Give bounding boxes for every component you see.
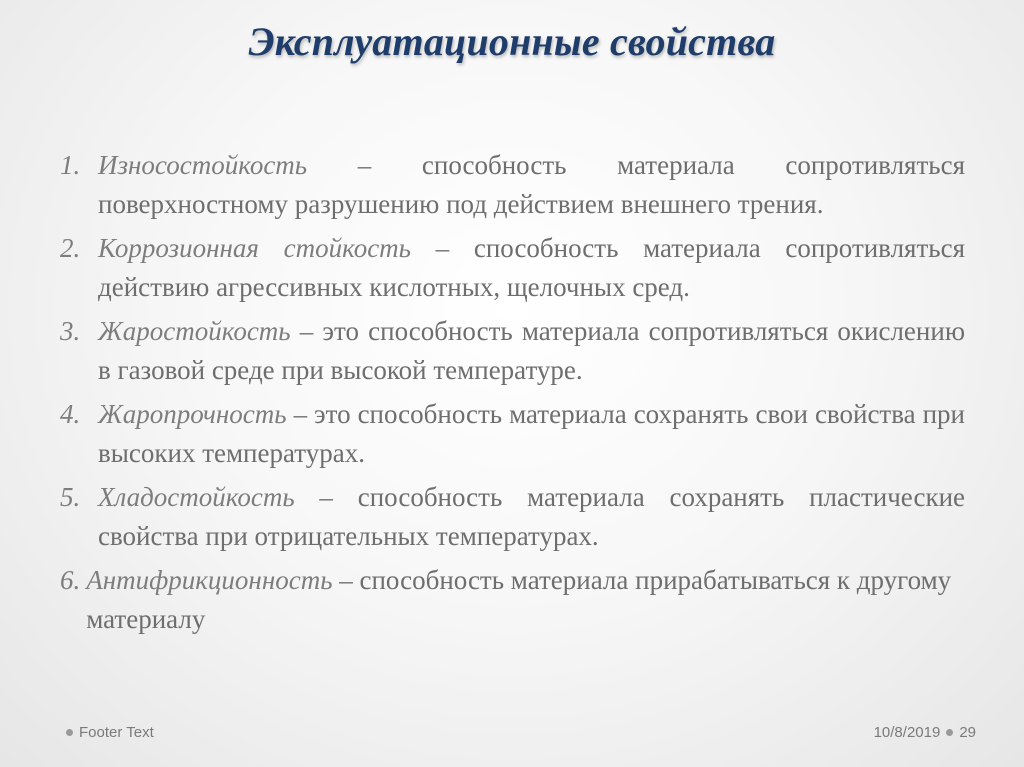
list-item [60,395,965,472]
properties-list [60,146,965,644]
item-number: 2. [60,233,81,263]
item-body [98,146,965,223]
item-number: 6. [60,565,81,595]
bullet-dot-icon [946,729,953,736]
item-number: 4. [60,399,81,429]
item-term: Износостойкость [98,150,308,180]
page-number: 29 [959,724,976,741]
item-definition: – способность материала сохранять пластические свойства при отрицательных температурах. [98,482,965,551]
footer-date: 10/8/2019 [873,724,941,741]
footer-right [874,724,976,741]
slide-title: Эксплуатационные свойства [248,19,776,64]
item-number: 3. [60,316,81,346]
item-number: 1. [60,150,81,180]
item-definition: – это способность материала сохранять свои свойства при высоких температурах. [98,399,965,468]
list-item [60,478,965,555]
item-body [98,229,965,306]
list-item [60,146,965,223]
item-definition: – способность материала сопротивляться поверхностному разрушению под действием внешнего трения. [98,150,965,219]
list-item [60,229,965,306]
item-definition: – это способность материала сопротивляться окислению в газовой среде при высокой температуре. [98,316,965,385]
footer-left [60,724,154,741]
item-body [86,561,955,638]
bullet-dot-icon [66,729,73,736]
item-term: Хладостойкость [98,482,295,512]
list-item [60,561,955,638]
item-body [98,478,965,555]
footer-text: Footer Text [79,724,154,741]
item-term: Жаростойкость [98,316,291,346]
item-body [98,312,965,389]
item-number: 5. [60,482,81,512]
item-term: Антифрикционность [86,565,333,595]
item-body [98,395,965,472]
list-item [60,312,965,389]
item-definition: – способность материала прирабатываться к другому материалу [86,565,952,634]
item-term: Коррозионная стойкость [98,233,411,263]
item-definition: – способность материала сопротивляться действию агрессивных кислотных, щелочных сред. [98,233,965,302]
item-term: Жаропрочность [98,399,287,429]
